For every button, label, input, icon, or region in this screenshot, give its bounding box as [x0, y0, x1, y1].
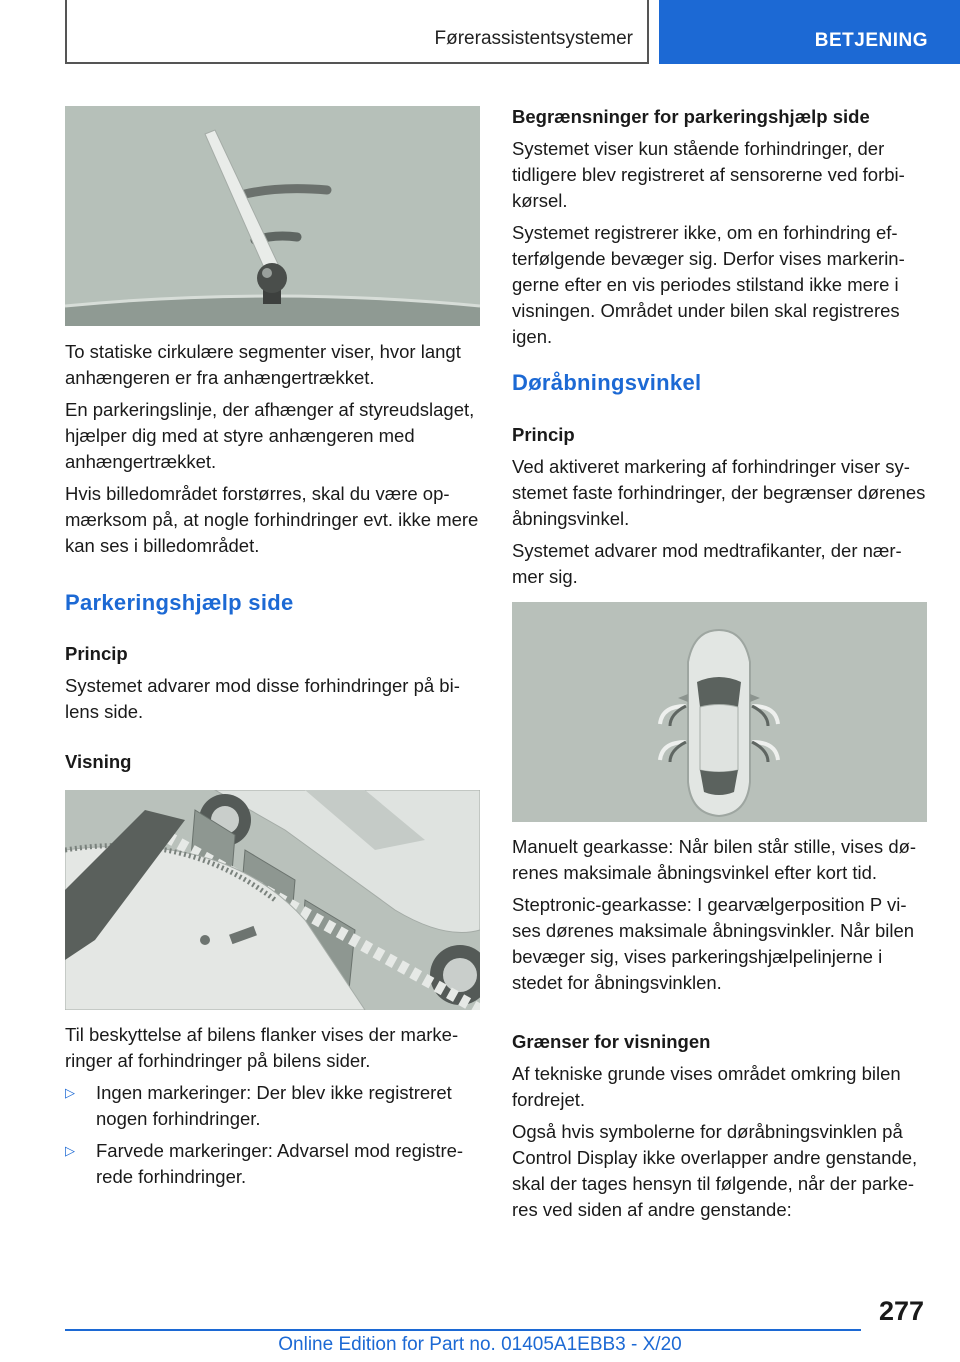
side-parking-illustration	[65, 790, 480, 1010]
paragraph: To statiske cirkulære segmenter viser, hvor langt anhængeren er fra anhængertrækket.	[65, 341, 461, 388]
paragraph: Systemet advarer mod disse forhindringer på bilens side.	[65, 675, 460, 722]
paragraph: Også hvis symbolerne for døråbningsvinklen på Control Display ikke overlapper andre genstande, skal der tages hensyn til følgende, når der parkeres ved siden af andre genstande:	[512, 1121, 918, 1220]
paragraph: Hvis billedområdet forstørres, skal du være opmærksom på, at nogle forhindringer evt. ikke mere kan ses i billedområdet.	[65, 483, 479, 556]
subsection-heading: Princip	[512, 424, 575, 445]
header-chapter-title: BETJENING	[814, 30, 928, 51]
footer-edition-link[interactable]: Online Edition for Part no. 01405A1EBB3 - X/20	[278, 1334, 682, 1355]
section-heading: Døråbningsvinkel	[512, 370, 702, 395]
triangle-bullet-icon: ▷	[65, 1143, 75, 1158]
subsection-heading: Visning	[65, 751, 132, 772]
paragraph: Af tekniske grunde vises området omkring bilen fordrejet.	[512, 1063, 901, 1110]
paragraph: Systemet viser kun stående forhindringer, der tidligere blev registreret af sensorerne ved forbikørsel.	[512, 138, 905, 211]
page-number: 277	[878, 1296, 924, 1326]
paragraph: Systemet advarer mod medtrafikanter, der nærmer sig.	[512, 540, 902, 587]
paragraph: Steptronic-gearkasse: I gearvælgerposition P vises dørenes maksimale åbningsvinkler. Når bilen bevæger sig, vises parkeringshjælpelinjerne i stedet for åbningsvinklen.	[512, 894, 915, 993]
subsection-heading: Grænser for visningen	[512, 1031, 711, 1052]
subsection-heading: Princip	[65, 643, 128, 664]
door-angle-illustration	[512, 602, 927, 822]
section-heading: Parkeringshjælp side	[65, 590, 294, 615]
paragraph: Systemet registrerer ikke, om en forhindring efterfølgende bevæger sig. Derfor vises markeringerne efter en vis periodes stilstand ikke mere i visningen. Området under bilen skal registreres igen.	[512, 222, 905, 347]
paragraph: En parkeringslinje, der afhænger af styreudslaget, hjælper dig med at styre anhængeren med anhængertrækket.	[65, 399, 475, 472]
header-section-title: Førerassistentsystemer	[434, 28, 633, 49]
side-parking-figure	[65, 790, 480, 1010]
paragraph: Til beskyttelse af bilens flanker vises der markeringer af forhindringer på bilens sider.	[65, 1024, 459, 1071]
paragraph: Ved aktiveret markering af forhindringer viser systemet faste forhindringer, der begrænser dørenes åbningsvinkel.	[512, 456, 926, 529]
trailer-hitch-figure	[65, 106, 480, 326]
subsection-heading: Begrænsninger for parkeringshjælp side	[512, 106, 870, 127]
header-section-tab[interactable]	[65, 0, 649, 64]
trailer-hitch-illustration	[65, 106, 480, 326]
header-chapter-tab[interactable]	[659, 0, 960, 64]
paragraph: Manuelt gearkasse: Når bilen står stille, vises dørenes maksimale åbningsvinkel efter kort tid.	[512, 836, 917, 883]
door-angle-figure	[512, 602, 927, 822]
footer-divider	[65, 1329, 861, 1331]
triangle-bullet-icon: ▷	[65, 1085, 75, 1100]
